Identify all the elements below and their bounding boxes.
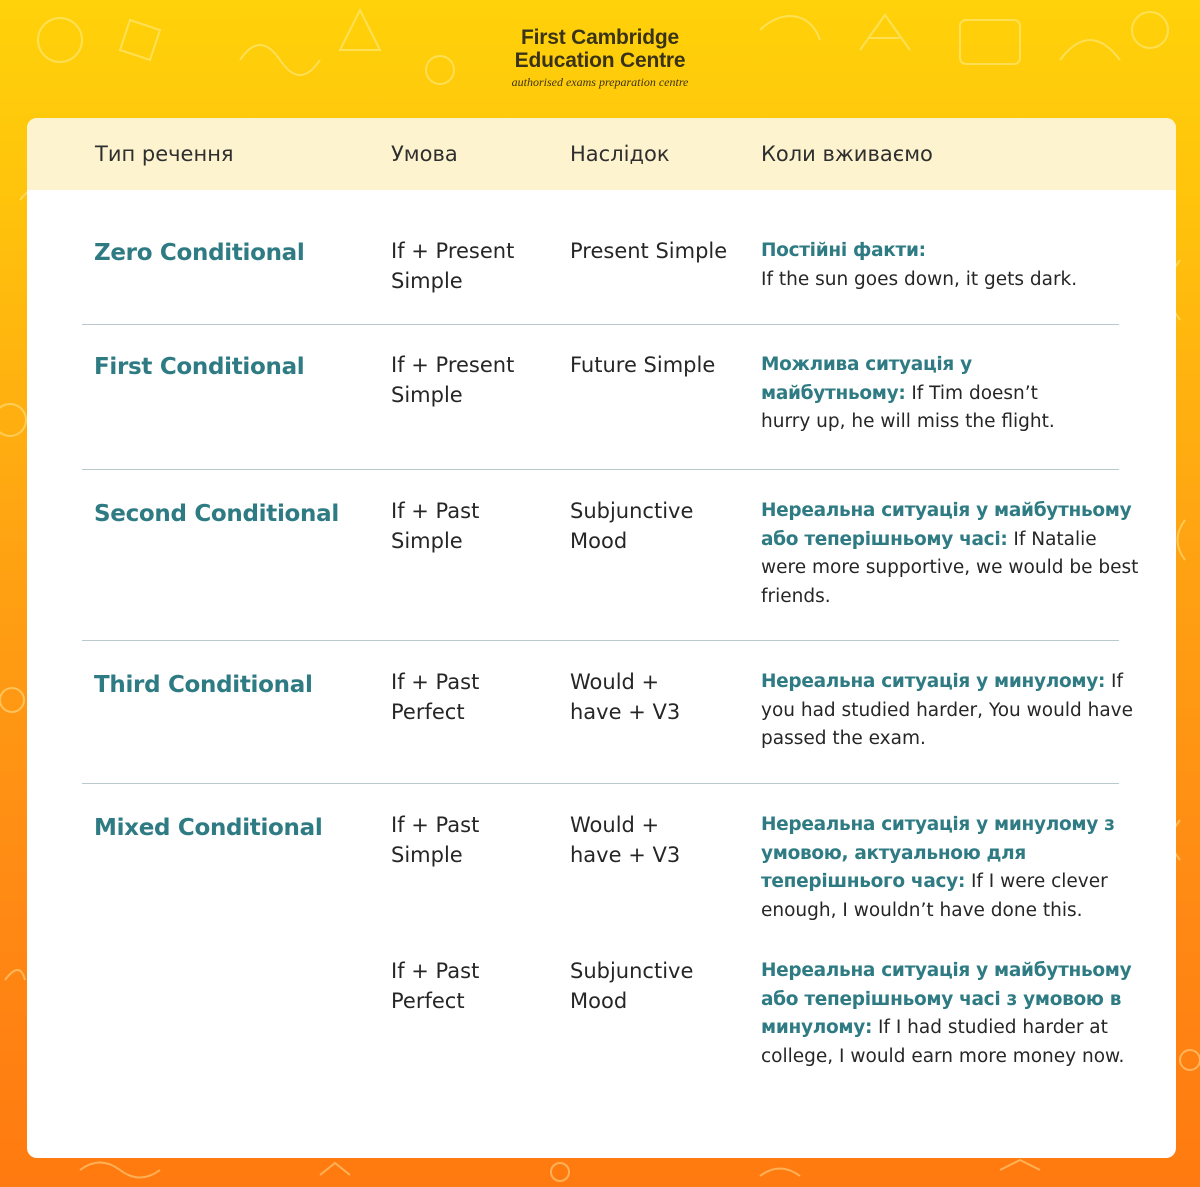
logo-line-1: First Cambridge — [520, 26, 680, 49]
row-title: Second Conditional — [94, 501, 339, 527]
row-result: Would + have + V3 — [570, 813, 681, 867]
row-usage — [761, 811, 1136, 925]
usage-example: If Natalie were more supportive, we would be best friends. — [761, 528, 1139, 607]
row-condition: If + Past Perfect — [391, 670, 480, 724]
usage-example: If the sun goes down, it gets dark. — [761, 268, 1078, 290]
row-result: Present Simple — [570, 239, 728, 263]
usage-highlight: Нереальна ситуація у минулому з умовою, актуальною для теперішнього часу: — [761, 814, 1115, 892]
header-usage: Коли вживаємо — [761, 142, 933, 166]
row-title: Mixed Conditional — [94, 815, 323, 841]
row-condition: If + Present Simple — [391, 239, 515, 293]
row-title: Zero Conditional — [94, 240, 305, 266]
row-divider — [82, 469, 1119, 470]
usage-highlight: Можлива ситуація у майбутньому: — [761, 354, 972, 404]
row-divider — [82, 324, 1119, 325]
header-condition: Умова — [391, 142, 458, 166]
usage-highlight: Нереальна ситуація у майбутньому або теперішньому часі: — [761, 500, 1132, 550]
row-title: Third Conditional — [94, 672, 313, 698]
table-header — [27, 118, 1176, 190]
row-result: Would + have + V3 — [570, 670, 681, 724]
row-condition: If + Present Simple — [391, 353, 515, 407]
row-result: Subjunctive Mood — [570, 499, 694, 553]
row-usage — [761, 237, 1146, 294]
usage-example: If you had studied harder, You would have passed the exam. — [761, 671, 1133, 749]
row-usage — [761, 668, 1146, 754]
row-condition: If + Past Simple — [391, 499, 480, 553]
usage-highlight: Нереальна ситуація у минулому: — [761, 671, 1106, 692]
usage-example: If I had studied harder at college, I would earn more money now. — [761, 1017, 1125, 1067]
logo-tagline: authorised exams preparation centre — [511, 75, 689, 89]
row-result: Future Simple — [570, 353, 716, 377]
usage-example: If I were clever enough, I wouldn’t have done this. — [761, 871, 1108, 921]
row-divider — [82, 783, 1119, 784]
row-condition: If + Past Perfect — [391, 959, 480, 1013]
brand-logo — [0, 26, 1200, 91]
row-usage — [761, 957, 1141, 1071]
header-type: Тип речення — [95, 142, 234, 166]
row-usage — [761, 351, 1091, 437]
header-result: Наслідок — [570, 142, 670, 166]
row-title: First Conditional — [94, 354, 305, 380]
usage-highlight: Постійні факти: — [761, 240, 926, 261]
usage-highlight: Нереальна ситуація у майбутньому або теперішньому часі з умовою в минулому: — [761, 960, 1132, 1038]
row-result: Subjunctive Mood — [570, 959, 694, 1013]
row-condition: If + Past Simple — [391, 813, 480, 867]
row-divider — [82, 640, 1119, 641]
logo-line-2: Education Centre — [514, 49, 686, 72]
conditionals-table — [27, 118, 1176, 1158]
row-usage — [761, 497, 1141, 611]
usage-example: If Tim doesn’t hurry up, he will miss the flight. — [761, 382, 1055, 432]
